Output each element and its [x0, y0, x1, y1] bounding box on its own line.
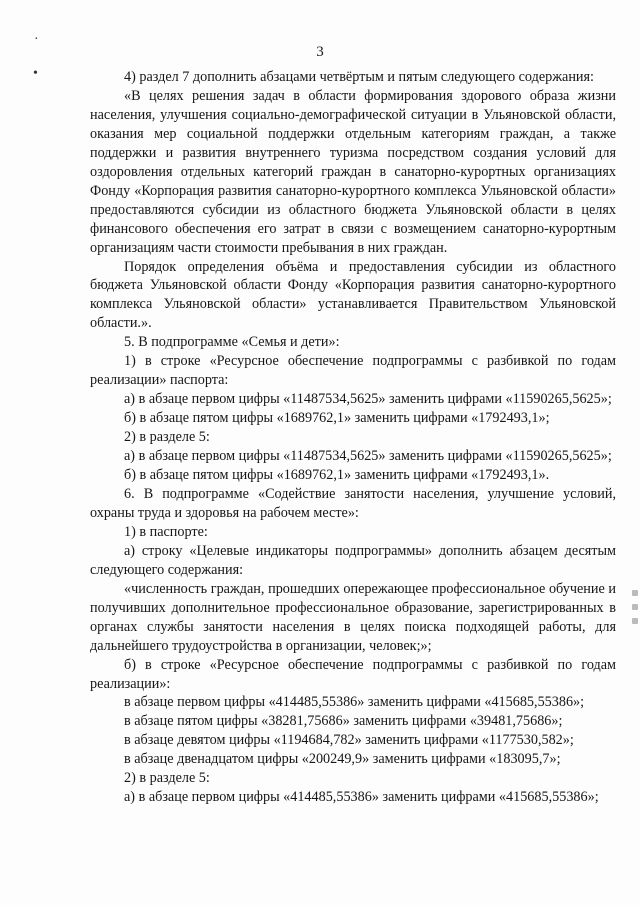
- document-body: [90, 68, 616, 807]
- paragraph: 4) раздел 7 дополнить абзацами четвёртым и пятым следующего содержания:: [124, 69, 594, 85]
- paragraph: 5. В подпрограмме «Семья и дети»:: [124, 334, 340, 351]
- page-number: 3: [316, 44, 324, 60]
- paragraph: «В целях решения задач в области формирования здорового образа жизни населения, улучшения социально-демографической ситуации в Ульяновской области, оказания мер социальной поддержки отдельным категориям граждан, а также поддержки и развития внутреннего туризма посредством создания условий для оздоровления отдельных категорий граждан в санаторно-курортных организациях Фонду «Корпорация развития санаторно-курортного комплекса Ульяновской области» предоставляются субсидии из областного бюджета Ульяновской области в целях финансового обеспечения его затрат в связи с возмещением санаторно-курортным организациям части стоимости пребывания в них граждан.: [90, 87, 616, 256]
- paragraph: б) в абзаце пятом цифры «1689762,1» заменить цифрами «1792493,1».: [124, 467, 550, 484]
- paragraph: а) в абзаце первом цифры «11487534,5625» заменить цифрами «11590265,5625»;: [124, 391, 612, 408]
- scan-speck: [632, 618, 638, 624]
- paragraph: а) в абзаце первом цифры «11487534,5625» заменить цифрами «11590265,5625»;: [124, 448, 612, 465]
- margin-mark-bullet: •: [33, 66, 38, 81]
- paragraph: Порядок определения объёма и предоставления субсидии из областного бюджета Ульяновской области Фонду «Корпорация развития санаторно-курортного комплекса Ульяновской области» устанавливается Правительством Ульяновской области.».: [90, 258, 616, 332]
- scan-speck: [632, 590, 638, 596]
- paragraph: 1) в паспорте:: [124, 523, 208, 540]
- scan-speck: [632, 604, 638, 610]
- paragraph: 1) в строке «Ресурсное обеспечение подпрограммы с разбивкой по годам реализации» паспорта:: [90, 353, 616, 389]
- paragraph: в абзаце девятом цифры «1194684,782» заменить цифрами «1177530,582»;: [124, 732, 574, 749]
- paragraph: 2) в разделе 5:: [124, 770, 210, 787]
- paragraph: 6. В подпрограмме «Содействие занятости населения, улучшение условий, охраны труда и здоровья на рабочем месте»:: [90, 485, 616, 521]
- paragraph: а) в абзаце первом цифры «414485,55386» заменить цифрами «415685,55386»;: [124, 789, 599, 806]
- paragraph: б) в строке «Ресурсное обеспечение подпрограммы с разбивкой по годам реализации»:: [90, 656, 616, 692]
- paragraph: в абзаце пятом цифры «38281,75686» заменить цифрами «39481,75686»;: [124, 713, 563, 730]
- paragraph: 2) в разделе 5:: [124, 429, 210, 446]
- paragraph: а) строку «Целевые индикаторы подпрограммы» дополнить абзацем десятым следующего содержания:: [90, 542, 616, 578]
- paragraph: в абзаце двенадцатом цифры «200249,9» заменить цифрами «183095,7»;: [124, 751, 561, 768]
- paragraph: в абзаце первом цифры «414485,55386» заменить цифрами «415685,55386»;: [124, 694, 585, 711]
- margin-mark-top: ·: [34, 32, 39, 47]
- paragraph: «численность граждан, прошедших опережающее профессиональное обучение и получивших дополнительное профессиональное образование, зарегистрированных в органах службы занятости населения в целях поиска подходящей работы, для дальнейшего трудоустройства в организации, человек;»;: [90, 580, 616, 654]
- paragraph: б) в абзаце пятом цифры «1689762,1» заменить цифрами «1792493,1»;: [124, 410, 550, 427]
